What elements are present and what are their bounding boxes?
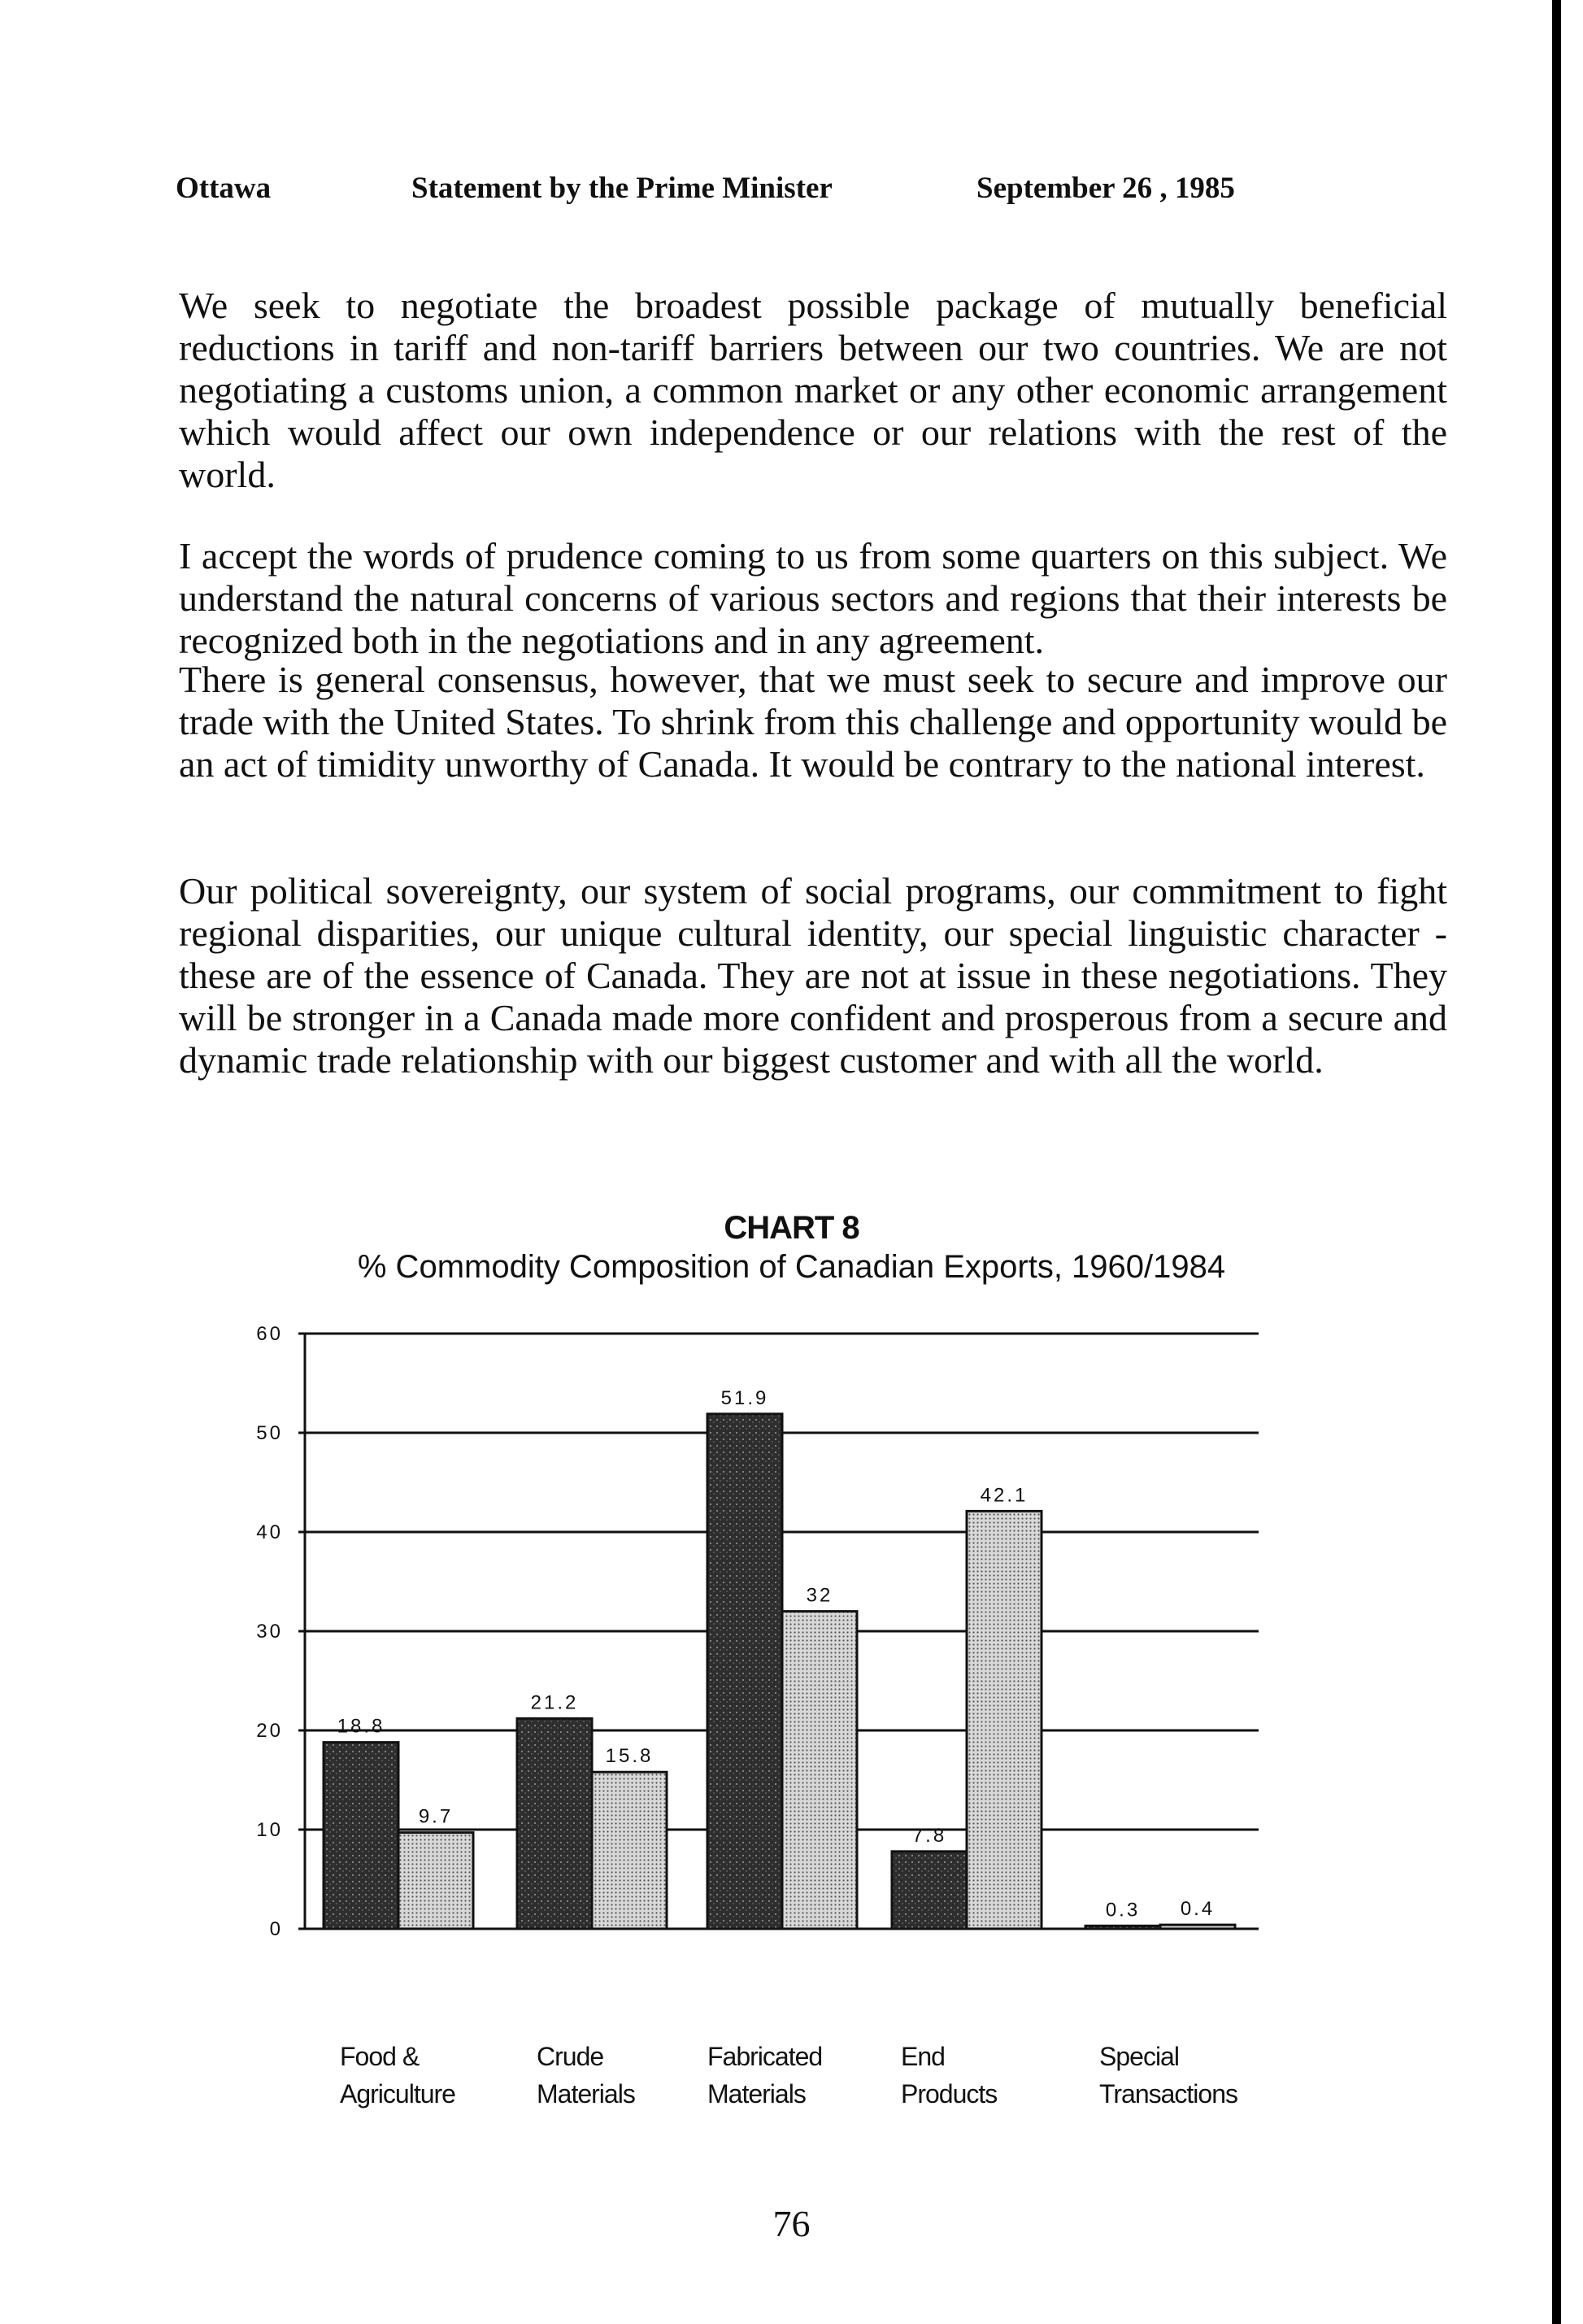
data-label: 42.1 xyxy=(980,1484,1029,1507)
data-label: 0.3 xyxy=(1105,1899,1141,1921)
bar xyxy=(398,1833,473,1929)
category-label: Products xyxy=(901,2079,998,2109)
category-label: Agriculture xyxy=(340,2079,455,2109)
category-label: Materials xyxy=(537,2079,635,2109)
bar xyxy=(1085,1926,1160,1929)
y-tick-label: 30 xyxy=(256,1621,283,1643)
bar xyxy=(782,1612,857,1929)
data-label: 0.4 xyxy=(1180,1898,1216,1921)
data-label: 15.8 xyxy=(605,1745,654,1768)
category-label: Crude xyxy=(537,2042,604,2071)
category-label: Food & xyxy=(340,2042,420,2071)
chart-label: CHART 8 xyxy=(724,1210,859,1246)
bar xyxy=(324,1743,398,1929)
data-label: 7.8 xyxy=(911,1824,947,1847)
y-tick-label: 20 xyxy=(256,1720,283,1742)
page-number: 76 xyxy=(772,2203,811,2244)
header-title: Statement by the Prime Minister xyxy=(411,172,833,205)
category-label: Fabricated xyxy=(707,2042,823,2071)
y-tick-label: 0 xyxy=(269,1918,283,1940)
bar xyxy=(517,1718,592,1929)
bar xyxy=(967,1511,1042,1929)
bar xyxy=(892,1852,967,1929)
y-tick-label: 10 xyxy=(256,1819,283,1841)
paragraph-4-text: Our political sovereignty, our system of social programs, our commitment to fight regional disparities, our unique cultural identity, our special linguistic character - these are of the essence of Canada. They are not at issue in these negotiations. They will be stronger in a Canada made more confident and prosperous from a secure and dynamic trade relationship with our biggest customer and with all the world. xyxy=(179,870,1447,1081)
category-label: Transactions xyxy=(1099,2079,1237,2109)
paragraph-3-text: There is general consensus, however, that we must seek to secure and improve our trade with the United States. To shrink from this challenge and opportunity would be an act of timidity unworthy of Canada. It would be contrary to the national interest. xyxy=(179,659,1447,785)
data-label: 9.7 xyxy=(418,1805,454,1828)
category-label: End xyxy=(901,2042,945,2071)
data-label: 32 xyxy=(806,1584,833,1607)
y-tick-label: 60 xyxy=(256,1323,283,1345)
data-label: 18.8 xyxy=(337,1715,385,1738)
header-location: Ottawa xyxy=(176,172,272,205)
chart-title: % Commodity Composition of Canadian Exports, 1960/1984 xyxy=(357,1249,1226,1285)
y-tick-label: 40 xyxy=(256,1521,283,1543)
paragraph-1-text: We seek to negotiate the broadest possible package of mutually beneficial reductions in tariff and non-tariff barriers between our two countries. We are not negotiating a customs union, a common market or any other economic arrangement which would affect our own independence or our relations with the rest of the world. xyxy=(179,285,1447,495)
bar xyxy=(1160,1925,1235,1929)
bar xyxy=(707,1414,782,1929)
data-label: 51.9 xyxy=(720,1386,769,1409)
category-label: Special xyxy=(1099,2042,1179,2071)
bar xyxy=(592,1772,667,1929)
header-date: September 26 , 1985 xyxy=(976,172,1235,205)
category-label: Materials xyxy=(707,2079,806,2109)
data-label: 21.2 xyxy=(530,1691,579,1714)
paragraph-2-text: I accept the words of prudence coming to us from some quarters on this subject. We understand the natural concerns of various sectors and regions that their interests be recognized both in the negotiations and in any agreement. xyxy=(179,535,1447,661)
y-tick-label: 50 xyxy=(256,1422,283,1444)
